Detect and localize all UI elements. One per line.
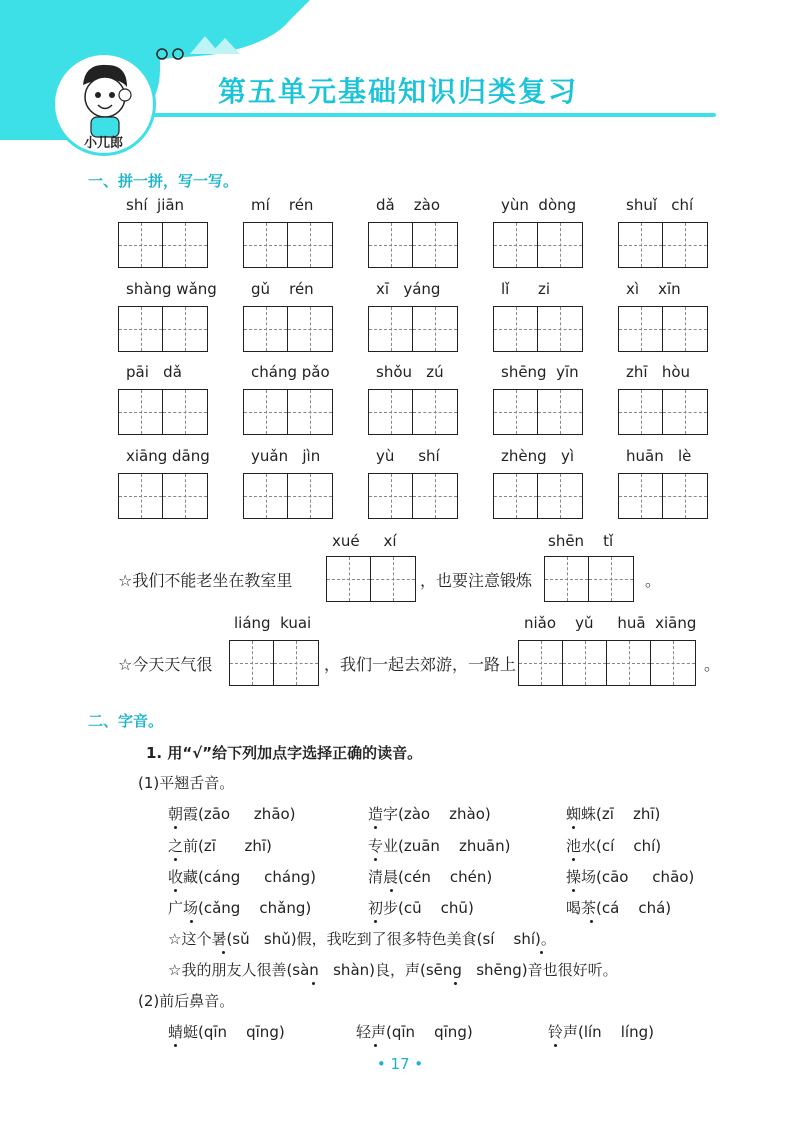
emphasis-dot <box>454 982 457 985</box>
emphasis-dot <box>374 920 377 923</box>
item-r2-c2: 专业(zuān zhuān) <box>368 837 511 855</box>
sentence2-blank1-grid[interactable] <box>229 640 319 686</box>
pinyin-label: shǒu zú <box>376 363 444 381</box>
title-underline <box>150 113 716 117</box>
page-title: 第五单元基础知识归类复习 <box>218 75 579 108</box>
writing-grid[interactable] <box>243 389 333 435</box>
writing-grid[interactable] <box>618 222 708 268</box>
emphasis-dot <box>222 951 225 954</box>
pinyin-label: xì xīn <box>626 280 681 298</box>
emphasis-dot <box>190 920 193 923</box>
writing-grid[interactable] <box>368 222 458 268</box>
pinyin-label: zhèng yì <box>501 447 574 465</box>
emphasis-dot <box>374 826 377 829</box>
writing-grid[interactable] <box>493 473 583 519</box>
pinyin-label: yùn dòng <box>501 196 577 214</box>
mascot-label: 小儿郎 <box>84 136 124 151</box>
sentence1-suffix: 。 <box>645 571 662 590</box>
sentence-friend: ☆我的朋友人很善(sàn shàn)良，声(sēng shēng)音也很好听。 <box>168 961 618 979</box>
pinyin-label: pāi dǎ <box>126 363 182 381</box>
sentence1-prefix: ☆我们不能老坐在教室里 <box>118 571 293 590</box>
pinyin-label: yù shí <box>376 447 440 465</box>
writing-grid[interactable] <box>368 473 458 519</box>
sentence2-blank2-pinyin: niǎo yǔ huā xiāng <box>524 614 697 632</box>
question1-text: 1. 用“√”给下列加点字选择正确的读音。 <box>146 744 423 762</box>
writing-grid[interactable] <box>243 222 333 268</box>
pinyin-label: lǐ zi <box>501 280 550 298</box>
emphasis-dot <box>572 826 575 829</box>
pinyin-label: shí jiān <box>126 196 185 214</box>
writing-grid[interactable] <box>118 473 208 519</box>
sentence-summer: ☆这个暑(sǔ shǔ)假，我吃到了很多特色美食(sí shí)。 <box>168 930 556 948</box>
page-number: • 17 • <box>376 1055 424 1073</box>
item-r4-c3: 喝茶(cá chá) <box>566 899 672 917</box>
pinyin-label: zhī hòu <box>626 363 691 381</box>
sentence2-prefix: ☆今天天气很 <box>118 655 213 674</box>
writing-grid[interactable] <box>618 389 708 435</box>
item-r2-c1: 之前(zī zhī) <box>168 837 272 855</box>
emphasis-dot <box>554 1044 557 1047</box>
emphasis-dot <box>590 920 593 923</box>
pinyin-label: huān lè <box>626 447 692 465</box>
item2-c2: 轻声(qīn qīng) <box>356 1023 473 1041</box>
item-r2-c3: 池水(cí chí) <box>566 837 662 855</box>
item-r4-c2: 初步(cū chū) <box>368 899 474 917</box>
emphasis-dot <box>572 858 575 861</box>
sentence1-blank1-grid[interactable] <box>326 556 416 602</box>
item-r3-c3: 操场(cāo chāo) <box>566 868 695 886</box>
subsection2-title: (2)前后鼻音。 <box>138 992 235 1010</box>
writing-grid[interactable] <box>618 306 708 352</box>
sentence1-blank1-pinyin: xué xí <box>332 532 397 550</box>
section2-title: 二、字音。 <box>88 712 164 730</box>
writing-grid[interactable] <box>243 473 333 519</box>
item2-c3: 铃声(lín líng) <box>548 1023 654 1041</box>
pinyin-label: shàng wǎng <box>126 280 217 298</box>
sentence1-blank2-grid[interactable] <box>544 556 634 602</box>
item-r3-c2: 清晨(cén chén) <box>368 868 493 886</box>
emphasis-dot <box>572 889 575 892</box>
item2-c1: 蜻蜓(qīn qīng) <box>168 1023 285 1041</box>
emphasis-dot <box>374 1044 377 1047</box>
emphasis-dot <box>312 982 315 985</box>
item-r1-c3: 蜘蛛(zī zhī) <box>566 805 661 823</box>
section1-title: 一、拼一拼，写一写。 <box>88 172 239 190</box>
pinyin-label: dǎ zào <box>376 196 441 214</box>
emphasis-dot <box>540 951 543 954</box>
writing-grid[interactable] <box>118 389 208 435</box>
emphasis-dot <box>174 1044 177 1047</box>
sentence1-middle: ，也要注意锻炼 <box>420 571 533 590</box>
sentence1-blank2-pinyin: shēn tǐ <box>548 532 614 550</box>
writing-grid[interactable] <box>493 222 583 268</box>
pinyin-label: gǔ rén <box>251 280 314 298</box>
pinyin-label: cháng pǎo <box>251 363 330 381</box>
subsection1-title: (1)平翘舌音。 <box>138 774 235 792</box>
pinyin-label: yuǎn jìn <box>251 447 321 465</box>
item-r1-c2: 造字(zào zhào) <box>368 805 491 823</box>
item-r3-c1: 收藏(cáng cháng) <box>168 868 316 886</box>
sentence2-middle: ，我们一起去郊游，一路上 <box>324 655 517 674</box>
item-r4-c1: 广场(cǎng chǎng) <box>168 899 312 917</box>
pinyin-label: xī yáng <box>376 280 441 298</box>
pinyin-label: shuǐ chí <box>626 196 694 214</box>
writing-grid[interactable] <box>243 306 333 352</box>
pinyin-label: shēng yīn <box>501 363 579 381</box>
emphasis-dot <box>174 826 177 829</box>
emphasis-dot <box>174 889 177 892</box>
writing-grid[interactable] <box>118 222 208 268</box>
writing-grid[interactable] <box>493 389 583 435</box>
sentence2-blank1-pinyin: liáng kuai <box>234 614 312 632</box>
emphasis-dot <box>174 858 177 861</box>
writing-grid[interactable] <box>368 306 458 352</box>
item-r1-c1: 朝霞(zāo zhāo) <box>168 805 296 823</box>
header-wave-decoration <box>150 0 310 70</box>
emphasis-dot <box>390 889 393 892</box>
sentence2-suffix: 。 <box>704 655 721 674</box>
writing-grid[interactable] <box>493 306 583 352</box>
writing-grid[interactable] <box>368 389 458 435</box>
emphasis-dot <box>374 858 377 861</box>
writing-grid[interactable] <box>118 306 208 352</box>
sentence2-blank2-grid[interactable] <box>518 640 696 686</box>
writing-grid[interactable] <box>618 473 708 519</box>
pinyin-label: mí rén <box>251 196 314 214</box>
pinyin-label: xiāng dāng <box>126 447 210 465</box>
